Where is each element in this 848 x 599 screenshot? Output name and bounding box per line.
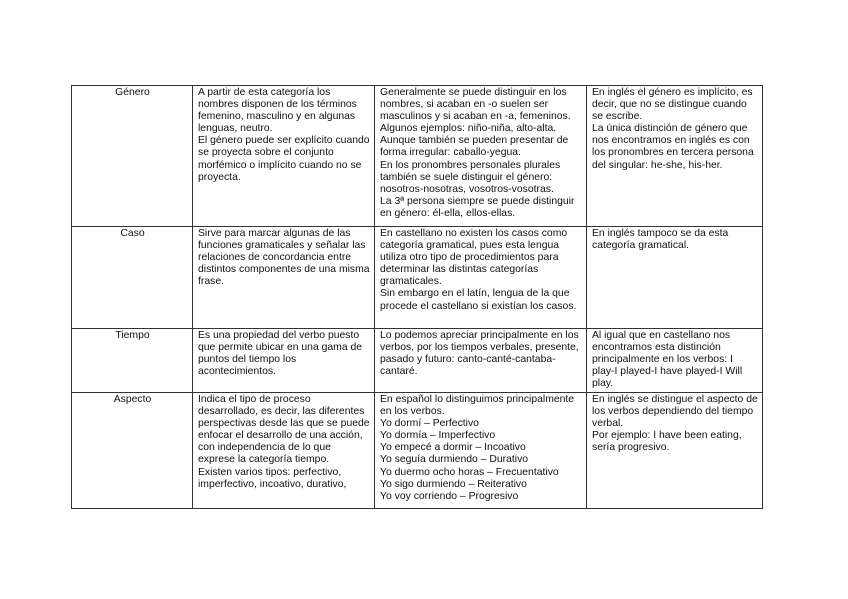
category-cell: Género [72,86,193,227]
castellano-cell: En español lo distinguimos principalmente en los verbos. Yo dormí – Perfectivo Yo dormía – Imperfectivo Yo empecé a dormir – Incoativo Yo seguía durmiendo – Durativo Yo duermo ocho horas – Frecuentativo Yo sigo durmiendo – Reiterativo Yo voy corriendo – Progresivo [375,393,587,509]
table-row [72,227,763,329]
english-cell: En inglés se distingue el aspecto de los verbos dependiendo del tiempo verbal. Por ejemplo: I have been eating, sería progresivo. [587,393,763,509]
definition-cell: Es una propiedad del verbo puesto que permite ubicar en una gama de puntos del tiempo los acontecimientos. [193,329,375,393]
category-cell: Aspecto [72,393,193,509]
definition-cell: A partir de esta categoría los nombres disponen de los términos femenino, masculino y en algunas lenguas, neutro. El género puede ser explícito cuando se proyecta sobre el conjunto morfémico o implícito cuando no se proyecta. [193,86,375,227]
castellano-cell: En castellano no existen los casos como categoría gramatical, pues esta lengua utiliza otro tipo de procedimientos para determinar las distintas categorías gramaticales. Sin embargo en el latín, lengua de la que procede el castellano si existían los casos. [375,227,587,329]
table-row [72,393,763,509]
grammar-comparison-table [71,85,763,509]
english-cell: Al igual que en castellano nos encontramos esta distinción principalmente en los verbos: I play-I played-I have played-I Will play. [587,329,763,393]
english-cell: En inglés el género es implícito, es decir, que no se distingue cuando se escribe. La única distinción de género que nos encontramos en inglés es con los pronombres en tercera persona del singular: he-she, his-her. [587,86,763,227]
castellano-cell: Lo podemos apreciar principalmente en los verbos, por los tiempos verbales, presente, pasado y futuro: canto-canté-cantaba-cantaré. [375,329,587,393]
castellano-cell: Generalmente se puede distinguir en los nombres, si acaban en -o suelen ser masculinos y si acaban en -a, femeninos. Algunos ejemplos: niño-niña, alto-alta. Aunque también se pueden presentar de forma irregular: caballo-yegua. En los pronombres personales plurales también se suele distinguir el género: nosotros-nosotras, vosotros-vosotras. La 3ª persona siempre se puede distinguir en género: él-ella, ellos-ellas. [375,86,587,227]
category-cell: Caso [72,227,193,329]
definition-cell: Sirve para marcar algunas de las funciones gramaticales y señalar las relaciones de concordancia entre distintos componentes de una misma frase. [193,227,375,329]
definition-cell: Indica el tipo de proceso desarrollado, es decir, las diferentes perspectivas desde las que se puede enfocar el desarrollo de una acción, con independencia de lo que exprese la categoría tiempo. Existen varios tipos: perfectivo, imperfectivo, incoativo, durativo, [193,393,375,509]
table-row [72,86,763,227]
table-row [72,329,763,393]
english-cell: En inglés tampoco se da esta categoría gramatical. [587,227,763,329]
category-cell: Tiempo [72,329,193,393]
